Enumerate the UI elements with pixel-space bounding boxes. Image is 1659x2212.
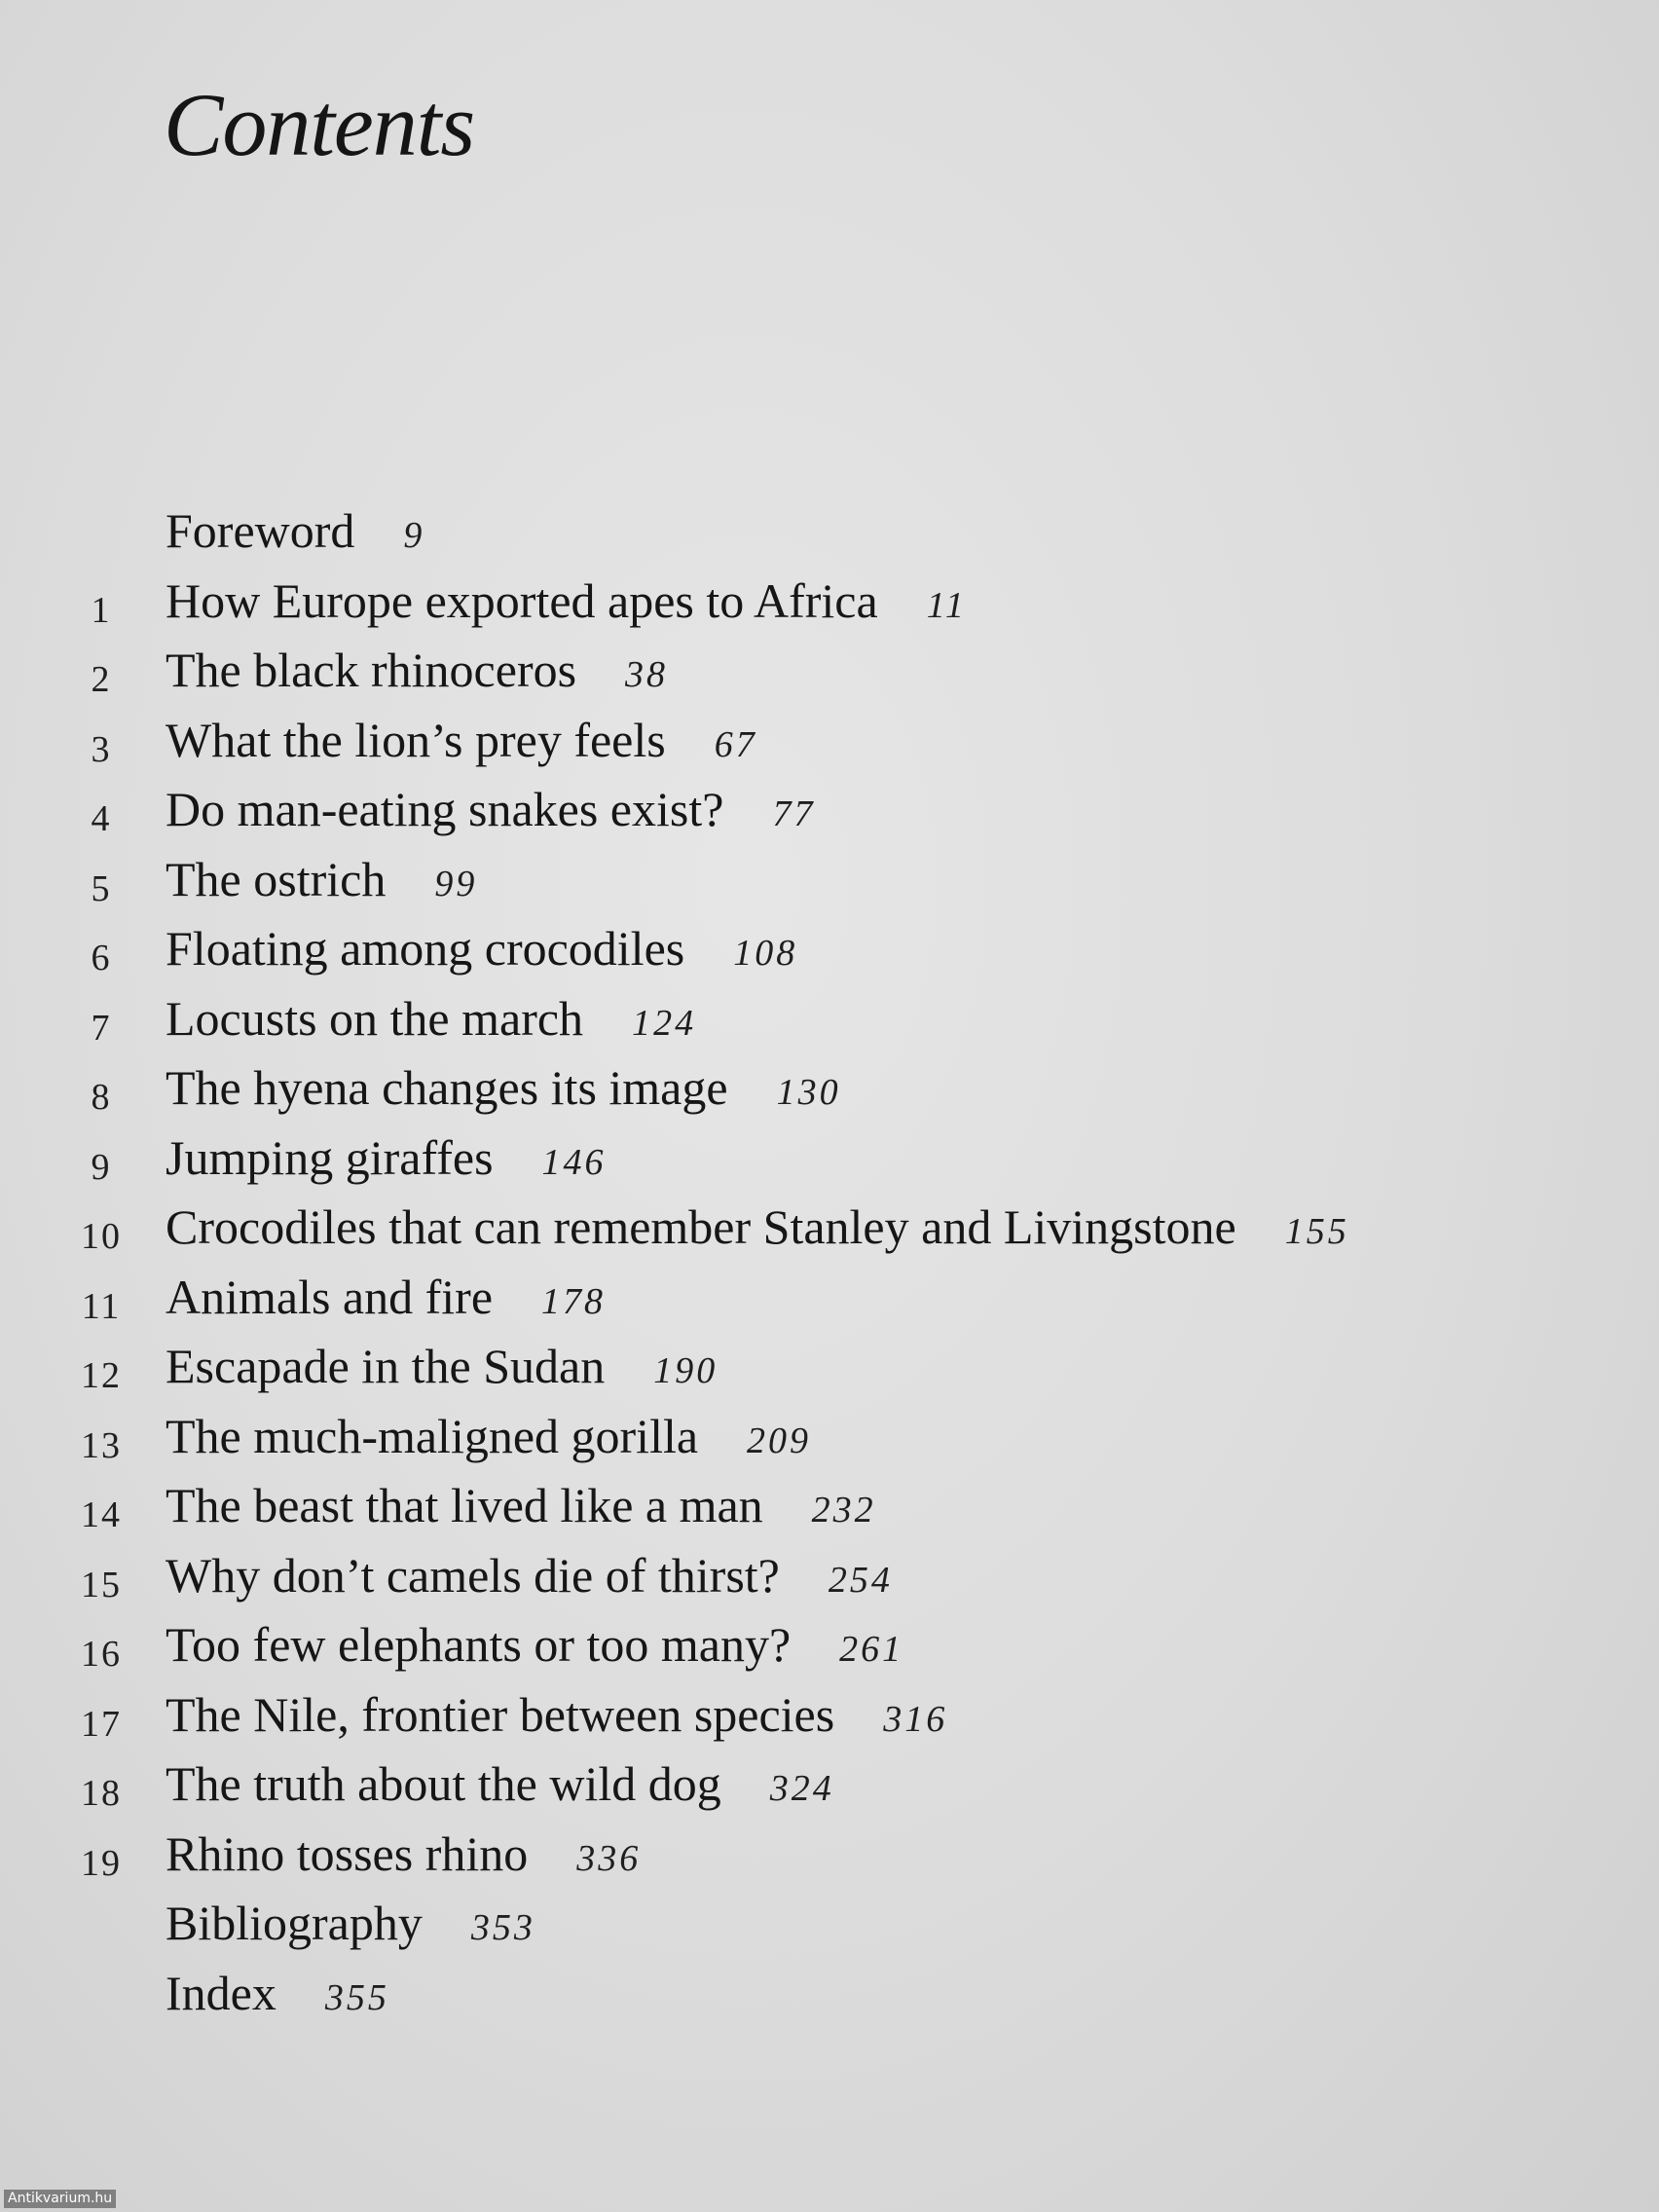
page-number: 146: [541, 1141, 607, 1183]
page-number: 130: [776, 1072, 841, 1113]
watermark: Antikvarium.hu: [4, 2190, 116, 2208]
chapter-number: 15: [81, 1564, 122, 1605]
chapter-number: 19: [81, 1842, 122, 1884]
page-number: 11: [926, 584, 967, 626]
chapter-title: Too few elephants or too many?: [166, 1617, 792, 1672]
toc-entry: [0, 847, 1659, 917]
chapter-entry: [166, 1756, 834, 1811]
chapter-entry: [166, 1896, 535, 1950]
toc-entry: [0, 1404, 1659, 1474]
chapter-entry: [166, 1339, 719, 1393]
chapter-title: The black rhinoceros: [166, 643, 577, 697]
toc-entry: [0, 1265, 1659, 1335]
toc-entry: [0, 1125, 1659, 1196]
chapter-entry: [166, 712, 757, 767]
chapter-entry: [166, 1129, 607, 1185]
table-of-contents: [0, 498, 1659, 2030]
chapter-title: Do man-eating snakes exist?: [166, 782, 724, 836]
toc-entry: [0, 1195, 1659, 1265]
chapter-number: 8: [91, 1077, 112, 1118]
chapter-number: 14: [81, 1494, 122, 1535]
chapter-number: 11: [81, 1285, 122, 1327]
chapter-entry: [166, 1478, 876, 1532]
chapter-title: Rhino tosses rhino: [166, 1825, 529, 1881]
chapter-title: Bibliography: [166, 1896, 423, 1950]
chapter-title: The ostrich: [166, 851, 387, 906]
toc-entry: [0, 1961, 1659, 2031]
page-number: 254: [828, 1559, 893, 1601]
toc-entry: [0, 498, 1659, 569]
page-number: 336: [576, 1837, 642, 1879]
toc-entry: [0, 1055, 1659, 1125]
chapter-title: Animals and fire: [166, 1269, 494, 1324]
chapter-entry: [166, 503, 425, 558]
page-number: 124: [632, 1002, 697, 1044]
chapter-title: Why don’t camels die of thirst?: [166, 1547, 780, 1603]
chapter-entry: [166, 921, 798, 976]
toc-entry: [0, 569, 1659, 639]
chapter-title: Crocodiles that can remember Stanley and Livingstone: [166, 1199, 1236, 1254]
toc-entry: [0, 1891, 1659, 1961]
page-number: 178: [541, 1280, 607, 1322]
page-number: 261: [839, 1629, 904, 1670]
page-number: 155: [1284, 1211, 1349, 1252]
page-number: 99: [434, 863, 478, 904]
chapter-title: Jumping giraffes: [166, 1129, 494, 1185]
page-number: 209: [747, 1419, 812, 1461]
chapter-number: 1: [91, 589, 112, 631]
chapter-entry: [166, 1686, 948, 1742]
chapter-number: 17: [81, 1703, 122, 1745]
toc-entry: [0, 1543, 1659, 1613]
chapter-number: 4: [91, 798, 112, 839]
page-number: 77: [772, 793, 816, 834]
chapter-number: 9: [91, 1146, 112, 1188]
page-number: 38: [625, 654, 669, 695]
toc-entry: [0, 1612, 1659, 1682]
toc-entry: [0, 638, 1659, 708]
chapter-number: 13: [81, 1424, 122, 1466]
chapter-title: Escapade in the Sudan: [166, 1339, 606, 1393]
toc-entry: [0, 1473, 1659, 1543]
toc-entry: [0, 916, 1659, 986]
chapter-number: 3: [91, 728, 112, 770]
chapter-entry: [166, 1060, 841, 1115]
page-number: 316: [883, 1698, 948, 1740]
chapter-title: What the lion’s prey feels: [166, 712, 666, 767]
chapter-title: Index: [166, 1965, 276, 2020]
chapter-number: 16: [81, 1634, 122, 1675]
page-title: Contents: [164, 75, 475, 174]
toc-entry: [0, 1682, 1659, 1752]
chapter-number: 6: [91, 938, 112, 978]
page-number: 108: [733, 933, 798, 974]
chapter-number: 5: [91, 867, 112, 909]
page-number: 353: [470, 1907, 535, 1948]
chapter-entry: [166, 1269, 607, 1324]
chapter-title: Floating among crocodiles: [166, 921, 685, 976]
chapter-number: 2: [91, 659, 112, 700]
chapter-entry: [166, 1617, 904, 1672]
chapter-title: Foreword: [166, 503, 355, 558]
chapter-entry: [166, 1965, 389, 2020]
chapter-title: The truth about the wild dog: [166, 1756, 721, 1811]
chapter-title: Locusts on the march: [166, 990, 584, 1046]
chapter-entry: [166, 572, 967, 628]
chapter-title: The hyena changes its image: [166, 1060, 728, 1115]
toc-entry: [0, 986, 1659, 1056]
chapter-entry: [166, 782, 816, 836]
toc-entry: [0, 777, 1659, 847]
chapter-entry: [166, 1825, 642, 1881]
page-number: 232: [811, 1490, 876, 1530]
page-number: 355: [324, 1976, 389, 2018]
chapter-number: 10: [81, 1216, 122, 1257]
toc-entry: [0, 1751, 1659, 1822]
page-number: 9: [403, 515, 425, 556]
chapter-title: The Nile, frontier between species: [166, 1686, 835, 1742]
page-number: 67: [714, 723, 757, 765]
chapter-title: The much-maligned gorilla: [166, 1408, 699, 1463]
toc-entry: [0, 708, 1659, 778]
toc-entry: [0, 1822, 1659, 1892]
chapter-entry: [166, 1199, 1349, 1254]
chapter-entry: [166, 643, 669, 697]
chapter-entry: [166, 851, 478, 906]
chapter-number: 12: [81, 1355, 122, 1396]
chapter-title: The beast that lived like a man: [166, 1478, 763, 1532]
chapter-entry: [166, 990, 697, 1046]
chapter-entry: [166, 1408, 812, 1463]
chapter-title: How Europe exported apes to Africa: [166, 572, 878, 628]
chapter-number: 7: [91, 1007, 112, 1049]
page-number: 190: [653, 1350, 719, 1391]
chapter-entry: [166, 1547, 893, 1603]
page-number: 324: [769, 1768, 834, 1809]
chapter-number: 18: [81, 1773, 122, 1814]
toc-entry: [0, 1334, 1659, 1404]
